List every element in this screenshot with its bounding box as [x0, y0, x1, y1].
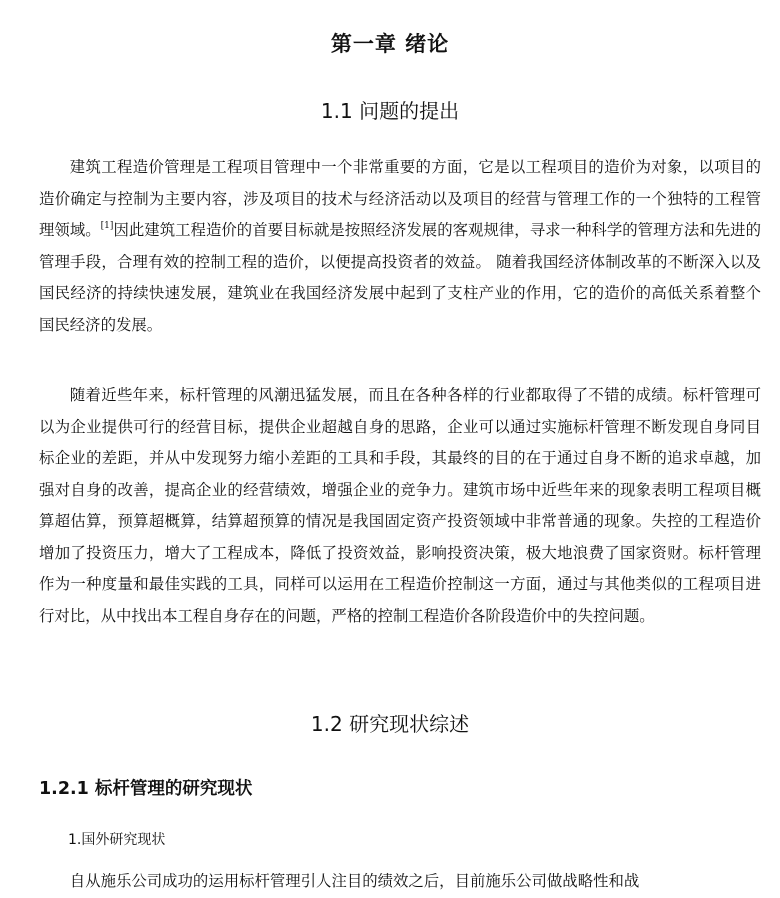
paragraph-1-text-b: 因此建筑工程造价的首要目标就是按照经济发展的客观规律，寻求一种科学的管理方法和先进的管理手段，合理有效的控制工程的造价，以便提高投资者的效益。 随着我国经济体制改革的不断深入以及国民经济的持续快速发展，建筑业在我国经济发展中起到了支柱产业的作用，它的造价的高低关系着整个国民经济的发展。: [39, 221, 761, 334]
body-paragraph-2: 随着近些年来，标杆管理的风潮迅猛发展，而且在各种各样的行业都取得了不错的成绩。标杆管理可以为企业提供可行的经营目标，提供企业超越自身的思路，企业可以通过实施标杆管理不断发现自身同目标企业的差距，并从中发现努力缩小差距的工具和手段，其最终的目的在于通过自身不断的追求卓越，加强对自身的改善，提高企业的经营绩效，增强企业的竞争力。建筑市场中近些年来的现象表明工程项目概算超估算，预算超概算，结算超预算的情况是我国固定资产投资领域中非常普通的现象。失控的工程造价增加了投资压力，增大了工程成本，降低了投资效益，影响投资决策，极大地浪费了国家资财。标杆管理作为一种度量和最佳实践的工具，同样可以运用在工程造价控制这一方面，通过与其他类似的工程项目进行对比，从中找出本工程自身存在的问题，严格的控制工程造价各阶段造价中的失控问题。: [39, 386, 761, 625]
body-paragraph-1: [39, 152, 761, 341]
paragraph-1-text-a: 建筑工程造价管理是工程项目管理中一个非常重要的方面，它是以工程项目的造价为对象，以项目的造价确定与控制为主要内容，涉及项目的技术与经济活动以及项目的经营与管理工作的一个独特的工程管理领域。: [39, 158, 761, 239]
sub-heading-foreign-research: 1.国外研究现状: [68, 832, 166, 848]
section-title-1-1: 1.1 问题的提出: [320, 99, 460, 123]
chapter-title: 第一章 绪论: [330, 32, 450, 56]
citation-marker: [1]: [100, 221, 114, 231]
body-paragraph-3: 自从施乐公司成功的运用标杆管理引人注目的绩效之后，目前施乐公司做战略性和战: [69, 872, 640, 890]
section-title-1-2: 1.2 研究现状综述: [310, 712, 470, 736]
subsection-title-1-2-1: 1.2.1 标杆管理的研究现状: [39, 779, 253, 799]
